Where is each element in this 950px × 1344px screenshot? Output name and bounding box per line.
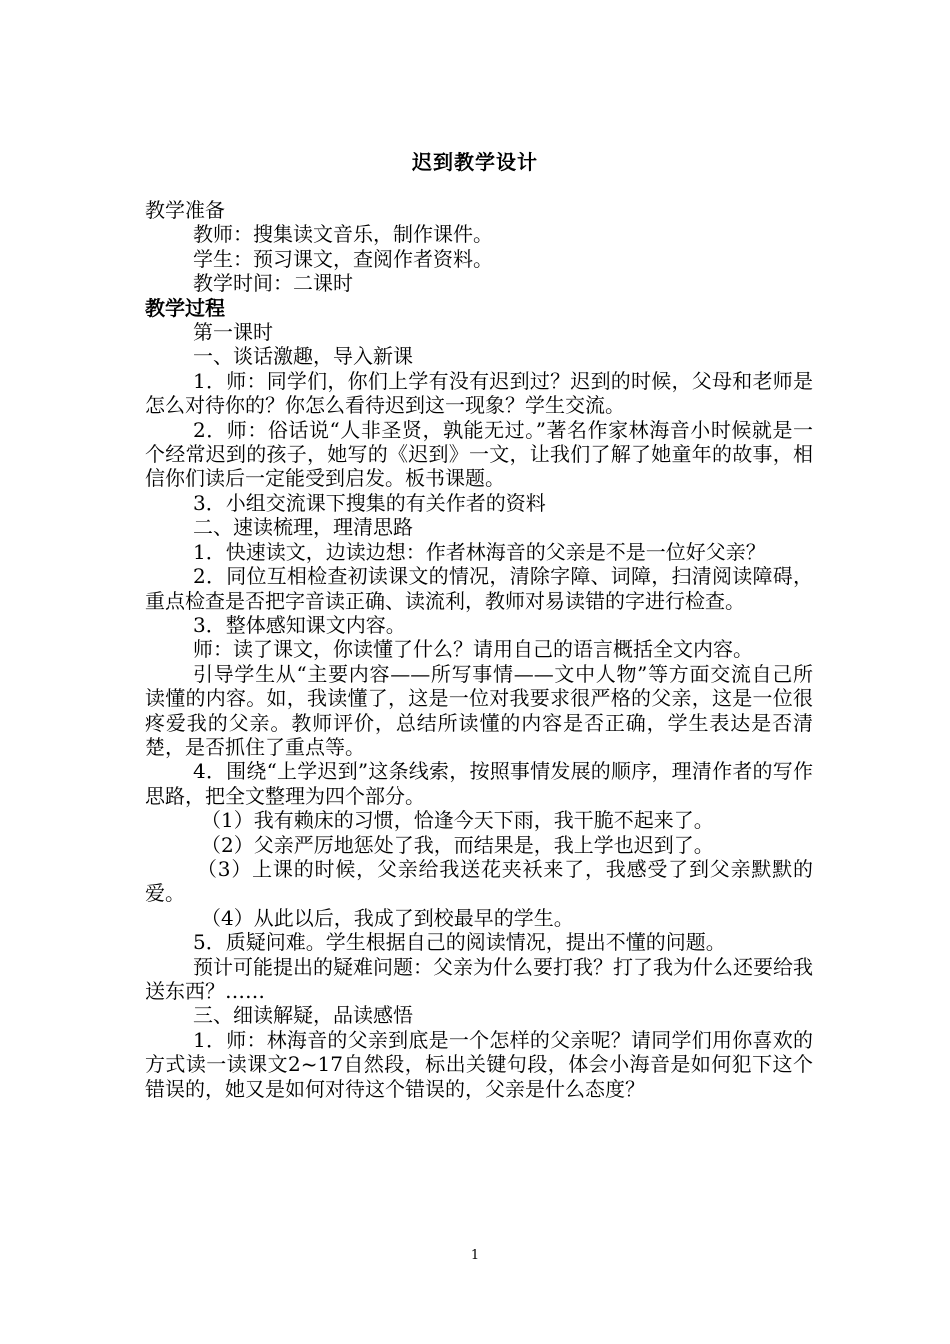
paragraph: 学生：预习课文，查阅作者资料。 bbox=[193, 246, 493, 271]
list-item: （2）父亲严厉地惩处了我，而结果是，我上学也迟到了。 bbox=[201, 832, 714, 857]
lesson-heading: 第一课时 bbox=[193, 320, 273, 345]
paragraph: 1．师：林海音的父亲到底是一个怎样的父亲呢？请同学们用你喜欢的方式读一读课文2~17自然段，标出关键句段，体会小海音是如何犯下这个错误的，她又是如何对待这个错误的，父亲是什么态度？ bbox=[145, 1027, 813, 1101]
step-heading: 一、谈话激趣，导入新课 bbox=[193, 344, 413, 369]
section-heading-preparation: 教学准备 bbox=[145, 198, 225, 222]
paragraph: 教师：搜集读文音乐，制作课件。 bbox=[193, 222, 493, 247]
paragraph: 师：读了课文，你读懂了什么？请用自己的语言概括全文内容。 bbox=[193, 637, 753, 662]
paragraph: 3．整体感知课文内容。 bbox=[193, 612, 406, 637]
list-item: （3）上课的时候，父亲给我送花夹袄来了，我感受了到父亲默默的爱。 bbox=[145, 856, 813, 906]
paragraph: 2．同位互相检查初读课文的情况，清除字障、词障，扫清阅读障碍，重点检查是否把字音读正确、读流利，教师对易读错的字进行检查。 bbox=[145, 564, 813, 613]
paragraph: 3．小组交流课下搜集的有关作者的资料 bbox=[193, 490, 546, 515]
paragraph: 5．质疑问难。学生根据自己的阅读情况，提出不懂的问题。 bbox=[193, 930, 726, 955]
step-heading: 三、细读解疑，品读感悟 bbox=[193, 1003, 413, 1028]
section-heading-process: 教学过程 bbox=[145, 295, 225, 320]
paragraph: 教学时间：二课时 bbox=[193, 271, 353, 296]
paragraph: 4．围绕“上学迟到”这条线索，按照事情发展的顺序，理清作者的写作思路，把全文整理为四个部分。 bbox=[145, 759, 813, 808]
step-heading: 二、速读梳理，理清思路 bbox=[193, 515, 413, 540]
paragraph: 引导学生从“主要内容——所写事情——文中人物”等方面交流自己所读懂的内容。如，我读懂了，这是一位对我要求很严格的父亲，这是一位很疼爱我的父亲。教师评价，总结所读懂的内容是否正确，学生表达是否清楚，是否抓住了重点等。 bbox=[145, 661, 813, 759]
list-item: （4）从此以后，我成了到校最早的学生。 bbox=[201, 905, 574, 930]
document-body bbox=[145, 198, 813, 1101]
document-title: 迟到教学设计 bbox=[412, 150, 538, 174]
paragraph: 预计可能提出的疑难问题：父亲为什么要打我？打了我为什么还要给我送东西？…… bbox=[145, 954, 813, 1003]
paragraph: 2．师：俗话说“人非圣贤，孰能无过。”著名作家林海音小时候就是一个经常迟到的孩子，她写的《迟到》一文，让我们了解了她童年的故事，相信你们读后一定能受到启发。板书课题。 bbox=[145, 417, 813, 491]
paragraph: 1．快速读文，边读边想：作者林海音的父亲是不是一位好父亲？ bbox=[193, 539, 766, 564]
page-number: 1 bbox=[470, 1248, 480, 1263]
paragraph: 1．师：同学们，你们上学有没有迟到过？迟到的时候，父母和老师是怎么对待你的？你怎么看待迟到这一现象？学生交流。 bbox=[145, 368, 813, 418]
list-item: （1）我有赖床的习惯，恰逢今天下雨，我干脆不起来了。 bbox=[201, 808, 714, 833]
